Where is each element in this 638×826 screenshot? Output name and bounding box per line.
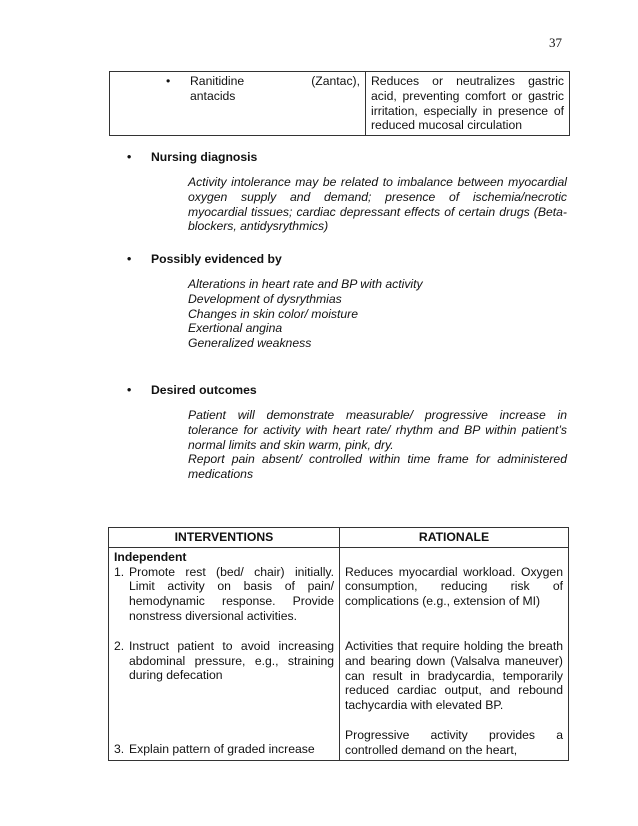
nursing-diagnosis-text: Activity intolerance may be related to imbalance between myocardial oxygen supply and demand; presence of ischemia/necrotic myocardial tissues; cardiac depressant effects of certain drugs (Beta- blockers, antidysrythmics) [188,175,567,234]
list-item: Changes in skin color/ moisture [188,306,359,321]
page-number: 37 [549,35,562,50]
outcome-paragraph: Patient will demonstrate measurable/ progressive increase in tolerance for activity with heart rate/ rhythm and BP within patient’s normal limits and skin warm, pink, dry. [188,408,567,452]
drug-table [109,71,570,136]
drug-line2: antacids [190,88,236,103]
desired-outcomes-heading: Desired outcomes [151,383,257,397]
drug-cell [110,72,366,136]
bullet-icon: • [127,383,132,397]
rationale-text: Progressive activity provides a controlled demand on the heart, [345,727,563,757]
header-rationale: RATIONALE [340,528,569,548]
header-interventions: INTERVENTIONS [109,528,340,548]
item-number: 3. [114,742,125,757]
rationale-text: Activities that require holding the breath and bearing down (Valsalva maneuver) can result in bradycardia, temporarily reduced cardiac output, and rebound tachycardia with elevated BP. [345,638,563,713]
drug-name: Ranitidine [190,74,245,88]
table-row [110,72,570,136]
nursing-diagnosis-heading-row [127,150,567,164]
item-number: 2. [114,638,125,653]
evidenced-by-heading-row [127,252,567,266]
intervention-item [114,565,334,624]
evidenced-by-heading: Possibly evidenced by [151,252,282,266]
interventions-table [108,527,569,761]
bullet-icon: • [127,252,132,266]
desired-outcomes-text [188,408,567,482]
drug-effect: Reduces or neutralizes gastric acid, preventing comfort or gastric irritation, especially in presence of reduced mucosal circulation [366,72,570,136]
intervention-text: Promote rest (bed/ chair) initially. Limit activity on basis of pain/ hemodynamic response. Provide nonstress diversional activities. [129,564,334,623]
evidenced-by-section [127,252,567,351]
rationale-text: Reduces myocardial workload. Oxygen consumption, reducing risk of complications (e.g., extension of MI) [345,564,563,609]
rationale-cell [340,547,569,760]
intervention-cell [109,547,340,760]
group-label: Independent [114,549,187,564]
desired-outcomes-heading-row [127,383,567,397]
intervention-item [114,742,334,757]
list-item: Alterations in heart rate and BP with activity [188,277,423,291]
list-item: Development of dysrythmias [188,291,342,306]
intervention-text: Explain pattern of graded increase [129,742,315,757]
desired-outcomes-section [127,383,567,482]
intervention-text: Instruct patient to avoid increasing abdominal pressure, e.g., straining during defecation [129,638,334,683]
nursing-diagnosis-section [127,150,567,234]
item-number: 1. [114,564,125,579]
outcome-paragraph: Report pain absent/ controlled within time frame for administered medications [188,452,567,482]
intervention-item [114,639,334,683]
drug-brand: (Zantac), [311,74,360,88]
bullet-icon: • [166,74,171,88]
list-item: Exertional angina [188,321,283,336]
list-item: Generalized weakness [188,336,312,351]
table-header-row [109,528,569,548]
table-row [109,547,569,760]
bullet-icon: • [127,150,132,164]
evidenced-by-list [188,277,567,351]
nursing-diagnosis-heading: Nursing diagnosis [151,150,258,164]
